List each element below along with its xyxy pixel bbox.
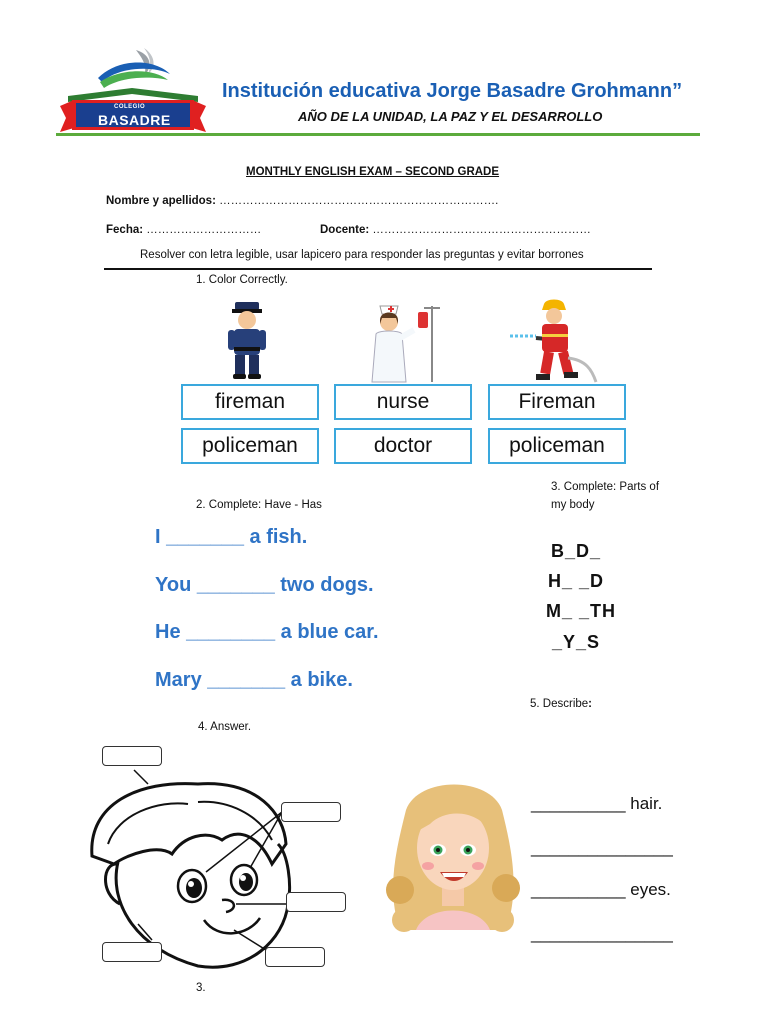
page-footer-number: 3.: [196, 982, 206, 994]
label-box-nose[interactable]: [286, 892, 346, 912]
body-word-3[interactable]: M_ _TH: [546, 601, 617, 621]
body-word-2[interactable]: H_ _D: [548, 571, 605, 591]
date-field[interactable]: [106, 224, 261, 236]
describe-line-eyes[interactable]: __________ eyes.: [531, 880, 671, 899]
name-dots: ……………………………………………………………….: [219, 195, 499, 207]
logo-college-label: COLEGIO: [114, 104, 146, 110]
logo-name-label: BASADRE: [98, 112, 171, 128]
word-box-policeman-2[interactable]: policeman: [488, 428, 626, 464]
teacher-field[interactable]: [320, 224, 591, 236]
body-word-1[interactable]: B_D_: [551, 541, 602, 561]
school-logo: [58, 44, 208, 136]
word-box-fireman-2[interactable]: Fireman: [488, 384, 626, 420]
word-box-policeman-1[interactable]: policeman: [181, 428, 319, 464]
label-box-hair[interactable]: [102, 746, 162, 766]
q3-title-line2: my body: [551, 499, 595, 511]
word-box-doctor[interactable]: doctor: [334, 428, 472, 464]
instructions: Resolver con letra legible, usar lapicero para responder las preguntas y evitar borrones: [140, 249, 584, 261]
q5-title: [530, 698, 592, 710]
name-label: Nombre y apellidos:: [106, 195, 216, 207]
label-box-mouth[interactable]: [265, 947, 325, 967]
describe-line-4[interactable]: _______________: [531, 924, 673, 943]
girl-illustration: [386, 770, 520, 940]
q2-title: 2. Complete: Have - Has: [196, 499, 322, 511]
q5-title-colon: :: [588, 698, 593, 710]
sentence-4[interactable]: Mary _______ a bike.: [155, 669, 353, 691]
date-dots: …………………………: [146, 224, 262, 236]
q4-title: 4. Answer.: [198, 721, 252, 733]
policeman-illustration: [222, 300, 272, 380]
header-divider: [56, 133, 700, 136]
exam-title: MONTHLY ENGLISH EXAM – SECOND GRADE: [246, 166, 500, 178]
firefighter-illustration: [506, 298, 598, 384]
describe-line-2[interactable]: _______________: [531, 838, 673, 857]
q5-title-text: 5. Describe: [530, 698, 589, 710]
teacher-label: Docente:: [320, 224, 370, 236]
name-field[interactable]: [106, 195, 498, 207]
q3-title-line1: 3. Complete: Parts of: [551, 481, 660, 493]
describe-line-hair[interactable]: __________ hair.: [531, 794, 663, 813]
date-label: Fecha:: [106, 224, 144, 236]
label-box-eyes[interactable]: [281, 802, 341, 822]
sentence-1[interactable]: I _______ a fish.: [155, 526, 308, 548]
label-box-ear[interactable]: [102, 942, 162, 962]
sentence-2[interactable]: You _______ two dogs.: [155, 574, 374, 596]
teacher-dots: …………………………………………………: [372, 224, 591, 236]
institution-title: Institución educativa Jorge Basadre Grohmann”: [222, 80, 683, 102]
word-box-fireman-1[interactable]: fireman: [181, 384, 319, 420]
nurse-illustration: [368, 300, 446, 384]
q1-title: 1. Color Correctly.: [196, 274, 288, 286]
instructions-rule: [104, 268, 652, 270]
sentence-3[interactable]: He ________ a blue car.: [155, 621, 379, 643]
word-box-nurse[interactable]: nurse: [334, 384, 472, 420]
body-word-4[interactable]: _Y_S: [552, 632, 601, 652]
year-motto: AÑO DE LA UNIDAD, LA PAZ Y EL DESARROLLO: [298, 109, 603, 124]
